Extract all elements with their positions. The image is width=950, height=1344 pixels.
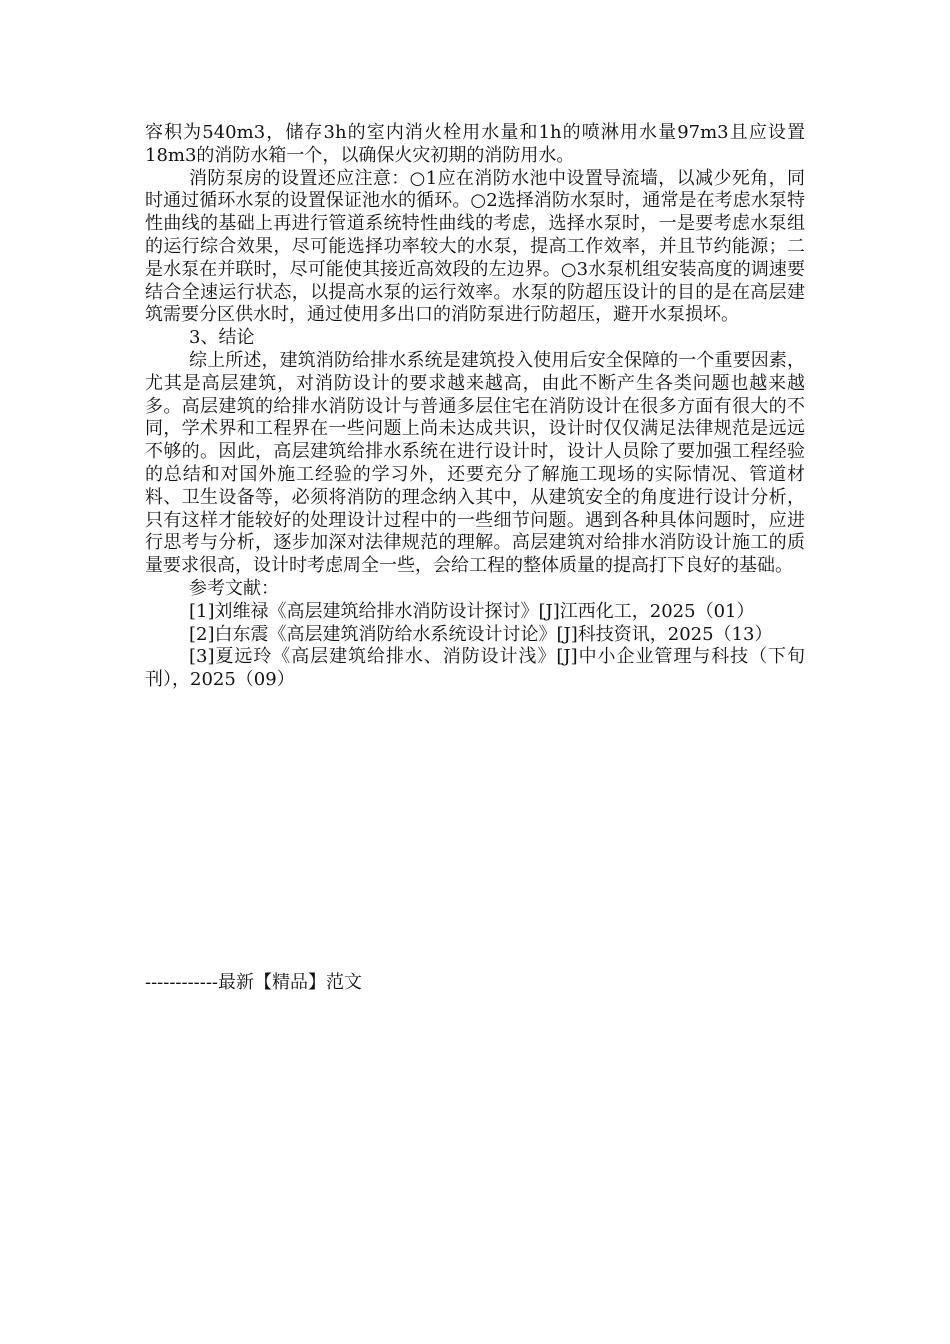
paragraph-conclusion: 综上所述，建筑消防给排水系统是建筑投入使用后安全保障的一个重要因素，尤其是高层建筑，对消防设计的要求越来越高，由此不断产生各类问题也越来越多。高层建筑的给排水消防设计与普通多层住宅在消防设计在很多方面有很大的不同，学术界和工程界在一些问题上尚未达成共识，设计时仅仅满足法律规范是远远不够的。因此，高层建筑给排水系统在进行设计时，设计人员除了要加强工程经验的总结和对国外施工经验的学习外，还要充分了解施工现场的实际情况、管道材料、卫生设备等，必须将消防的理念纳入其中，从建筑安全的角度进行设计分析，只有这样才能较好的处理设计过程中的一些细节问题。遇到各种具体问题时，应进行思考与分析，逐步加深对法律规范的理解。高层建筑对给排水消防设计施工的质量要求很高，设计时考虑周全一些，会给工程的整体质量的提高打下良好的基础。 (145, 349, 805, 577)
reference-item-1: [1]刘维禄《高层建筑给排水消防设计探讨》[J]江西化工，2025（01） (189, 600, 755, 622)
section-heading-conclusion: 3、结论 (189, 327, 255, 349)
references-heading: 参考文献： (189, 577, 279, 599)
reference-item-2: [2]白东震《高层建筑消防给水系统设计讨论》[J]科技资讯，2025（13） (189, 623, 773, 645)
document-body (145, 122, 805, 692)
footer-banner: ------------最新【精品】范文 (145, 972, 362, 993)
paragraph-water-volume: 容积为540m3，储存3h的室内消火栓用水量和1h的喷淋用水量97m3且应设置18m3的消防水箱一个，以确保火灾初期的消防用水。 (145, 122, 805, 166)
paragraph-pump-room: 消防泵房的设置还应注意：○1应在消防水池中设置导流墙，以减少死角，同时通过循环水泵的设置保证池水的循环。○2选择消防水泵时，通常是在考虑水泵特性曲线的基础上再进行管道系统特性曲线的考虑，选择水泵时，一是要考虑水泵组的运行综合效果，尽可能选择功率较大的水泵，提高工作效率，并且节约能源；二是水泵在并联时，尽可能使其接近高效段的左边界。○3水泵机组安装高度的调速要结合全速运行状态，以提高水泵的运行效率。水泵的防超压设计的目的是在高层建筑需要分区供水时，通过使用多出口的消防泵进行防超压，避开水泵损坏。 (145, 167, 805, 326)
reference-item-3: [3]夏远玲《高层建筑给排水、消防设计浅》[J]中小企业管理与科技（下旬刊），2025（09） (145, 646, 805, 691)
